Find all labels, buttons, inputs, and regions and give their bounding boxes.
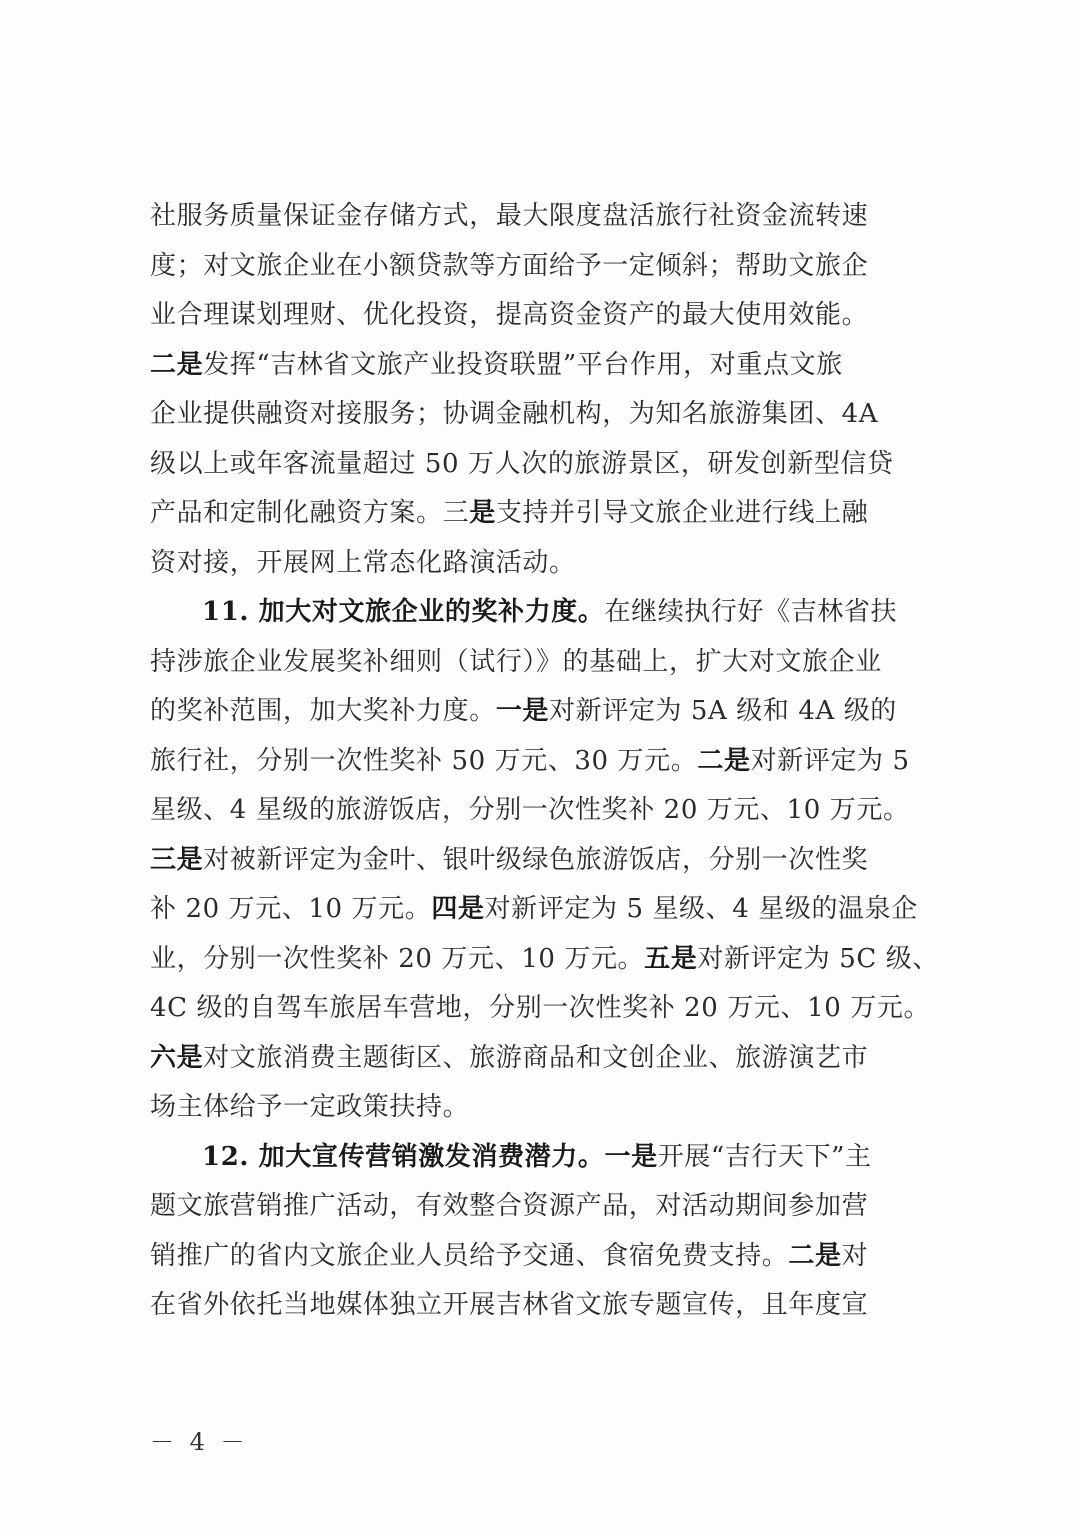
text-segment: 企业提供融资对接服务；协调金融机构，为知名旅游集团、4A: [150, 399, 879, 429]
text-segment: 4C 级的自驾车旅居车营地，分别一次性奖补 20 万元、10 万元。: [150, 993, 931, 1023]
text-segment: 资对接，开展网上常态化路演活动。: [150, 547, 576, 578]
text-line: [150, 885, 940, 935]
text-segment: 业，分别一次性奖补 20 万元、10 万元。: [150, 943, 645, 974]
bold-text-segment: 一是: [495, 696, 550, 726]
bold-text-segment: 二是: [697, 745, 751, 776]
text-segment: 的奖补范围，加大奖补力度。: [150, 696, 496, 726]
text-line: [150, 786, 940, 836]
text-line: [150, 242, 940, 292]
text-line: [150, 687, 940, 737]
text-segment: 产品和定制化融资方案。三: [150, 498, 470, 528]
text-segment: 星级、4 星级的旅游饭店，分别一次性奖补 20 万元、10 万元。: [150, 795, 910, 825]
text-segment: 对新评定为 5A 级和 4A 级的: [549, 696, 897, 726]
text-line: [150, 984, 940, 1034]
text-line: [150, 1034, 940, 1084]
text-line: [150, 341, 940, 391]
text-segment: 旅行社，分别一次性奖补 50 万元、30 万元。: [150, 745, 698, 776]
text-line: [150, 390, 940, 440]
bold-text-segment: 12. 加大宣传营销激发消费潜力。一是: [202, 1141, 658, 1172]
text-segment: 对新评定为 5: [750, 745, 910, 776]
text-line: [150, 192, 940, 242]
text-line: [150, 291, 940, 341]
text-line: [150, 489, 940, 539]
bold-text-segment: 二是: [788, 1240, 842, 1271]
text-line: [150, 737, 940, 787]
text-line: [150, 935, 940, 985]
text-segment: 对新评定为 5 星级、4 星级的温泉企: [484, 894, 918, 924]
text-line: [150, 1083, 940, 1133]
bold-text-segment: 二是: [150, 349, 204, 380]
body-text: [150, 192, 940, 1331]
text-segment: 在省外依托当地媒体独立开展吉林省文旅专题宣传，且年度宣: [150, 1290, 869, 1320]
text-line: [150, 836, 940, 886]
text-line: [150, 1232, 940, 1282]
text-segment: 补 20 万元、10 万元。: [150, 894, 432, 924]
text-segment: 开展“吉行天下”主: [657, 1141, 872, 1172]
text-segment: 对文旅消费主题街区、旅游商品和文创企业、旅游演艺市: [203, 1042, 869, 1073]
text-segment: 在继续执行好《吉林省扶: [604, 597, 898, 627]
text-segment: 级以上或年客流量超过 50 万人次的旅游景区，研发创新型信贷: [150, 448, 894, 479]
bold-text-segment: 六是: [150, 1042, 204, 1073]
text-segment: 销推广的省内文旅企业人员给予交通、食宿免费支持。: [150, 1240, 789, 1271]
text-line: [150, 440, 940, 490]
text-segment: 发挥“吉林省文旅产业投资联盟”平台作用，对重点文旅: [203, 349, 843, 380]
text-segment: 对被新评定为金叶、银叶级绿色旅游饭店，分别一次性奖: [203, 844, 869, 875]
text-segment: 社服务质量保证金存储方式，最大限度盘活旅行社资金流转速: [150, 201, 869, 231]
text-segment: 业合理谋划理财、优化投资，提高资金资产的最大使用效能。: [150, 300, 869, 330]
text-line: [150, 588, 940, 638]
text-segment: 场主体给予一定政策扶持。: [150, 1092, 470, 1122]
text-segment: 对: [841, 1240, 869, 1271]
bold-text-segment: 三是: [150, 844, 204, 875]
text-segment: 持涉旅企业发展奖补细则（试行）》的基础上，扩大对文旅企业: [150, 646, 882, 677]
text-segment: 度；对文旅企业在小额贷款等方面给予一定倾斜；帮助文旅企: [150, 250, 869, 281]
text-line: [150, 638, 940, 688]
text-segment: 题文旅营销推广活动，有效整合资源产品，对活动期间参加营: [150, 1191, 869, 1221]
text-line: [150, 539, 940, 589]
text-segment: 支持并引导文旅企业进行线上融: [495, 498, 869, 528]
page-number: － 4 －: [150, 1428, 249, 1456]
text-segment: 对新评定为 5C 级、: [697, 943, 939, 974]
text-line: [150, 1281, 940, 1331]
text-line: [150, 1133, 940, 1183]
bold-text-segment: 11. 加大对文旅企业的奖补力度。: [202, 597, 605, 627]
text-line: [150, 1182, 940, 1232]
bold-text-segment: 是: [469, 498, 496, 528]
bold-text-segment: 五是: [644, 943, 698, 974]
bold-text-segment: 四是: [431, 894, 485, 924]
